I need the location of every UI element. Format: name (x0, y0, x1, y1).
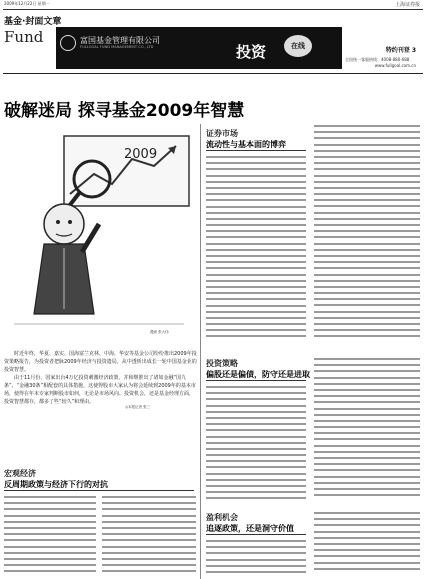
intro-paragraph: 时近年终，华夏、嘉实、国海富兰克林、中海、华安等基金公司纷纷推出2009年投资策略报告，为投资者把脉2009年经济与投资遗局，从中透析出成长一轮中国基金业的投资智慧。 (4, 351, 197, 373)
online-badge: 在线 (284, 35, 312, 57)
section-rule (4, 490, 194, 491)
company-logo-icon (60, 35, 76, 51)
section-rule (206, 380, 306, 381)
sponsor-banner (56, 27, 342, 69)
section-title-text: 追逐政策，还是洞守价值 (206, 524, 294, 533)
company-name-cn: 富国基金管理有限公司 (80, 36, 160, 45)
svg-text:2009: 2009 (124, 147, 158, 162)
byline: ◎本报记者 张三 (125, 405, 151, 409)
text-column (206, 540, 306, 578)
section-label: 宏观经济 (4, 469, 36, 478)
cartoon-illustration (4, 124, 197, 331)
text-column (206, 156, 306, 350)
page-headline: 破解迷局 探寻基金2009年智慧 (4, 101, 245, 121)
text-column (4, 496, 96, 576)
issue-date: 2009年12月22日 星期一 (4, 1, 50, 6)
text-column (102, 496, 196, 576)
section-title-text: 反周期政策与经济下行的对抗 (4, 480, 108, 489)
top-rule (3, 9, 423, 10)
text-column (314, 358, 420, 506)
section-label: 证券市场 (206, 129, 238, 138)
section-rule (206, 150, 306, 151)
text-column (206, 386, 306, 506)
header-rule (3, 73, 423, 74)
section-title-text: 流动性与基本面的博弈 (206, 140, 286, 149)
newspaper-name: 上海证券报 (394, 2, 420, 8)
website-text: www.fullgoal.com.cn (374, 63, 416, 68)
special-issue-label: 特约刊登 3 (385, 47, 416, 54)
section-label: 投资策略 (206, 359, 238, 368)
special-issue-box (345, 27, 420, 71)
intro-text (4, 350, 198, 406)
illustration-credit: 漫画 张大伟 (150, 330, 169, 334)
invest-title: 投资 (236, 43, 267, 61)
section-title-text: 偏股还是偏债，防守还是进取 (206, 370, 310, 379)
section-heading (4, 468, 174, 490)
intro-paragraph: 由于11月份，国家出台4万亿投资刺激经济政策，并和继推出了诸如金融“国九条”、“金融30条”相配套的具体措施，这使得股市大家认为将会延续到2009年的基本市场，使得在年末专家判断股市如何，无论是市场风向、投资机会，还是基金经理方面，投资智慧都存，都多了些“较久”和理由。 (4, 375, 196, 405)
column-divider (200, 124, 201, 579)
section-title: 基金·封面文章 (4, 17, 62, 27)
text-column (314, 512, 420, 578)
text-column (314, 125, 420, 355)
section-label: 盈利机会 (206, 513, 238, 522)
hotline-text: 全国统一客服热线：4008-880-688 (345, 57, 410, 62)
section-rule (206, 534, 306, 535)
fund-label: Fund (4, 28, 44, 46)
company-name-en: FULLGOAL FUND MANAGEMENT CO., LTD (80, 45, 154, 49)
